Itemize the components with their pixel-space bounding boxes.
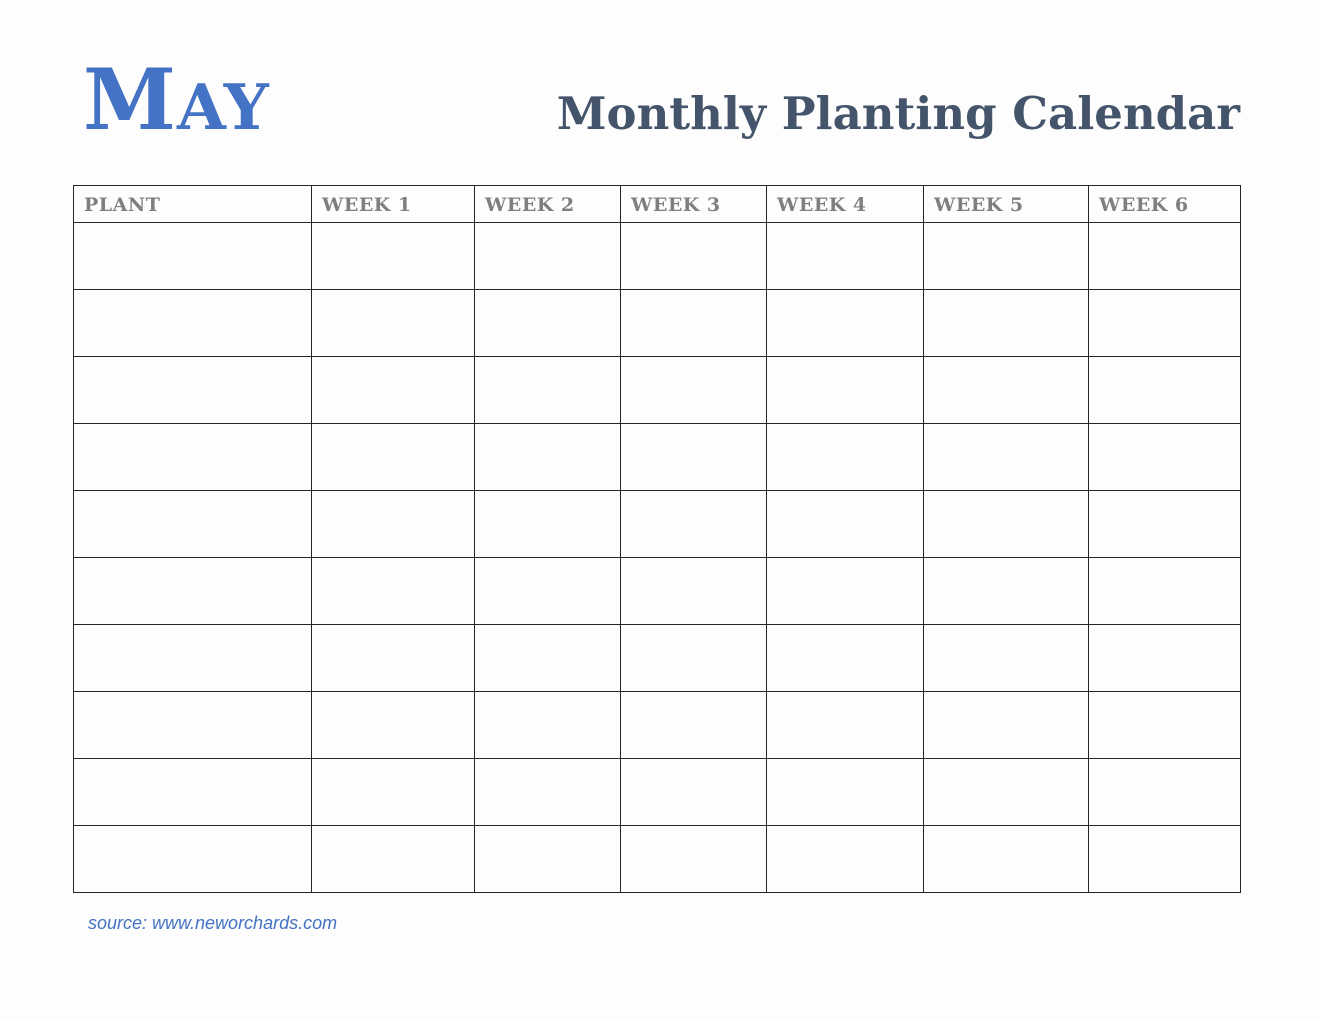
empty-cell [312, 826, 475, 893]
column-header-week-6: WEEK 6 [1089, 186, 1241, 223]
empty-cell [1089, 424, 1241, 491]
empty-cell [312, 558, 475, 625]
empty-cell [312, 759, 475, 826]
empty-cell [767, 290, 924, 357]
table-row [74, 826, 1241, 893]
empty-cell [312, 692, 475, 759]
empty-cell [924, 692, 1089, 759]
table-header-row [74, 186, 1241, 223]
empty-cell [621, 424, 767, 491]
empty-cell [1089, 826, 1241, 893]
empty-cell [924, 424, 1089, 491]
empty-cell [924, 759, 1089, 826]
empty-cell [312, 290, 475, 357]
column-header-week-5: WEEK 5 [924, 186, 1089, 223]
table-row [74, 491, 1241, 558]
empty-cell [475, 625, 621, 692]
empty-cell [74, 290, 312, 357]
column-header-week-3: WEEK 3 [621, 186, 767, 223]
empty-cell [767, 357, 924, 424]
empty-cell [475, 290, 621, 357]
empty-cell [767, 692, 924, 759]
empty-cell [767, 826, 924, 893]
empty-cell [621, 692, 767, 759]
empty-cell [1089, 491, 1241, 558]
table-row [74, 424, 1241, 491]
table-row [74, 558, 1241, 625]
empty-cell [767, 491, 924, 558]
source-credit: source: www.neworchards.com [88, 913, 338, 933]
empty-cell [1089, 692, 1241, 759]
empty-cell [767, 759, 924, 826]
empty-cell [767, 625, 924, 692]
empty-cell [621, 491, 767, 558]
empty-cell [1089, 759, 1241, 826]
page-header [73, 50, 1240, 149]
table-row [74, 290, 1241, 357]
empty-cell [924, 491, 1089, 558]
table-row [74, 223, 1241, 290]
empty-cell [74, 625, 312, 692]
empty-cell [74, 826, 312, 893]
table-row [74, 625, 1241, 692]
empty-cell [475, 558, 621, 625]
empty-cell [1089, 625, 1241, 692]
table-row [74, 692, 1241, 759]
empty-cell [74, 692, 312, 759]
empty-cell [767, 558, 924, 625]
empty-cell [924, 625, 1089, 692]
empty-cell [475, 692, 621, 759]
empty-cell [924, 826, 1089, 893]
empty-cell [74, 223, 312, 290]
empty-cell [74, 424, 312, 491]
empty-cell [924, 357, 1089, 424]
column-header-week-1: WEEK 1 [312, 186, 475, 223]
empty-cell [621, 625, 767, 692]
empty-cell [312, 357, 475, 424]
empty-cell [475, 826, 621, 893]
empty-cell [621, 759, 767, 826]
empty-cell [1089, 357, 1241, 424]
table-header [74, 186, 1241, 223]
table-body [74, 223, 1241, 893]
empty-cell [767, 424, 924, 491]
empty-cell [74, 759, 312, 826]
empty-cell [1089, 558, 1241, 625]
empty-cell [1089, 290, 1241, 357]
empty-cell [312, 625, 475, 692]
empty-cell [475, 424, 621, 491]
empty-cell [924, 558, 1089, 625]
empty-cell [475, 759, 621, 826]
empty-cell [475, 491, 621, 558]
empty-cell [621, 826, 767, 893]
empty-cell [312, 491, 475, 558]
empty-cell [312, 424, 475, 491]
empty-cell [74, 491, 312, 558]
planting-table [73, 185, 1241, 893]
empty-cell [312, 223, 475, 290]
empty-cell [475, 223, 621, 290]
column-header-week-4: WEEK 4 [767, 186, 924, 223]
empty-cell [621, 558, 767, 625]
empty-cell [74, 558, 312, 625]
table-row [74, 357, 1241, 424]
empty-cell [621, 223, 767, 290]
empty-cell [475, 357, 621, 424]
month-title [73, 50, 270, 149]
empty-cell [74, 357, 312, 424]
empty-cell [1089, 223, 1241, 290]
column-header-plant: PLANT [74, 186, 312, 223]
month-title-initial: M [83, 50, 177, 149]
page-title: Monthly Planting Calendar [556, 87, 1240, 140]
empty-cell [924, 223, 1089, 290]
column-header-week-2: WEEK 2 [475, 186, 621, 223]
empty-cell [767, 223, 924, 290]
empty-cell [924, 290, 1089, 357]
table-row [74, 759, 1241, 826]
month-title-rest: AY [176, 70, 270, 144]
empty-cell [621, 357, 767, 424]
empty-cell [621, 290, 767, 357]
